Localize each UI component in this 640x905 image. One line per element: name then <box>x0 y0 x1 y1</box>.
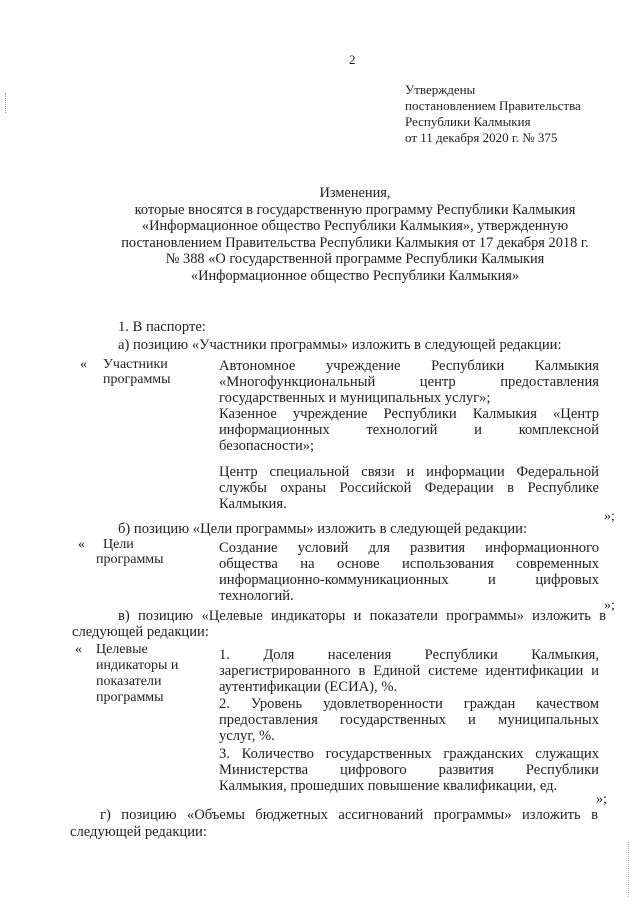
content-line: технологий. <box>219 588 294 604</box>
title-line: постановлением Правительства Республики Калмыкия от 17 декабря 2018 г. <box>121 234 589 251</box>
title-line: № 388 «О государственной программе Республики Калмыкия <box>165 251 545 267</box>
approval-line: постановлением Правительства <box>405 98 581 113</box>
content-line: 1. Доля населения Республики Калмыкия, <box>219 647 599 663</box>
open-quote: « <box>75 642 82 657</box>
position-label: Участники <box>103 357 168 372</box>
title-line: которые вносятся в государственную программу Республики Калмыкия <box>134 201 576 218</box>
position-label: Целевые <box>96 642 148 657</box>
content-line: Автономное учреждение Республики Калмыкия <box>219 358 599 374</box>
approval-line: Республики Калмыкия <box>405 114 531 129</box>
content-line: услуг, %. <box>219 728 275 744</box>
scan-margin-mark <box>5 93 8 113</box>
content-line: Создание условий для развития информационного <box>219 540 599 556</box>
position-label: программы <box>96 552 164 567</box>
page-number: 2 <box>349 52 356 67</box>
close-quote: »; <box>604 509 615 524</box>
content-line: общества на основе использования современных <box>219 556 599 572</box>
section-heading: 1. В паспорте: <box>118 319 206 335</box>
content-line: Казенное учреждение Республики Калмыкия «Центр <box>219 406 599 422</box>
content-line: Министерства цифрового развития Республики <box>219 762 599 778</box>
item-c-intro-continued: следующей редакции: <box>72 624 209 640</box>
approval-block <box>405 82 581 146</box>
document-title <box>60 185 640 284</box>
approval-line: от 11 декабря 2020 г. № 375 <box>405 130 558 145</box>
content-line: «Многофункциональный центр предоставления <box>219 374 599 390</box>
approval-line: Утверждены <box>405 82 476 97</box>
content-line: 2. Уровень удовлетворенности граждан качеством <box>219 696 599 712</box>
content-line: информационно-коммуникационных и цифровых <box>219 572 599 588</box>
content-line: службы охраны Российской Федерации в Республике <box>219 480 599 496</box>
content-line: Калмыкия, прошедших повышение квалификации, ед. <box>219 778 558 794</box>
content-line: Калмыкия. <box>219 496 287 512</box>
content-line: предоставления государственных и муниципальных <box>219 712 599 728</box>
item-a-intro: а) позицию «Участники программы» изложить в следующей редакции: <box>118 337 562 353</box>
item-d-intro-continued: следующей редакции: <box>70 824 207 840</box>
content-line: государственных и муниципальных услуг»; <box>219 390 491 406</box>
title-line: Изменения, <box>319 185 391 201</box>
open-quote: « <box>78 537 85 552</box>
title-line: «Информационное общество Республики Калмыкия», утвержденную <box>141 218 569 234</box>
close-quote: »; <box>596 792 607 807</box>
open-quote: « <box>80 357 87 372</box>
item-c-intro: в) позицию «Целевые индикаторы и показатели программы» изложить в <box>118 608 606 624</box>
content-line: информационных технологий и комплексной <box>219 422 599 438</box>
content-line: Центр специальной связи и информации Федеральной <box>219 464 599 480</box>
position-label: индикаторы и <box>96 658 179 673</box>
item-d-intro: г) позицию «Объемы бюджетных ассигнований программы» изложить в <box>100 807 598 823</box>
position-label: Цели <box>103 537 134 552</box>
close-quote: »; <box>604 598 615 613</box>
content-line: безопасности»; <box>219 438 315 454</box>
position-label: показатели <box>96 674 162 689</box>
content-line: аутентификации (ЕСИА), %. <box>219 679 398 695</box>
position-label: программы <box>103 372 171 387</box>
item-b-intro: б) позицию «Цели программы» изложить в следующей редакции: <box>118 521 528 537</box>
scan-edge-mark <box>628 842 630 897</box>
title-line: «Информационное общество Республики Калмыкия» <box>190 267 520 284</box>
content-line: 3. Количество государственных гражданских служащих <box>219 746 599 762</box>
position-label: программы <box>96 690 164 705</box>
content-line: зарегистрированного в Единой системе идентификации и <box>219 663 599 679</box>
